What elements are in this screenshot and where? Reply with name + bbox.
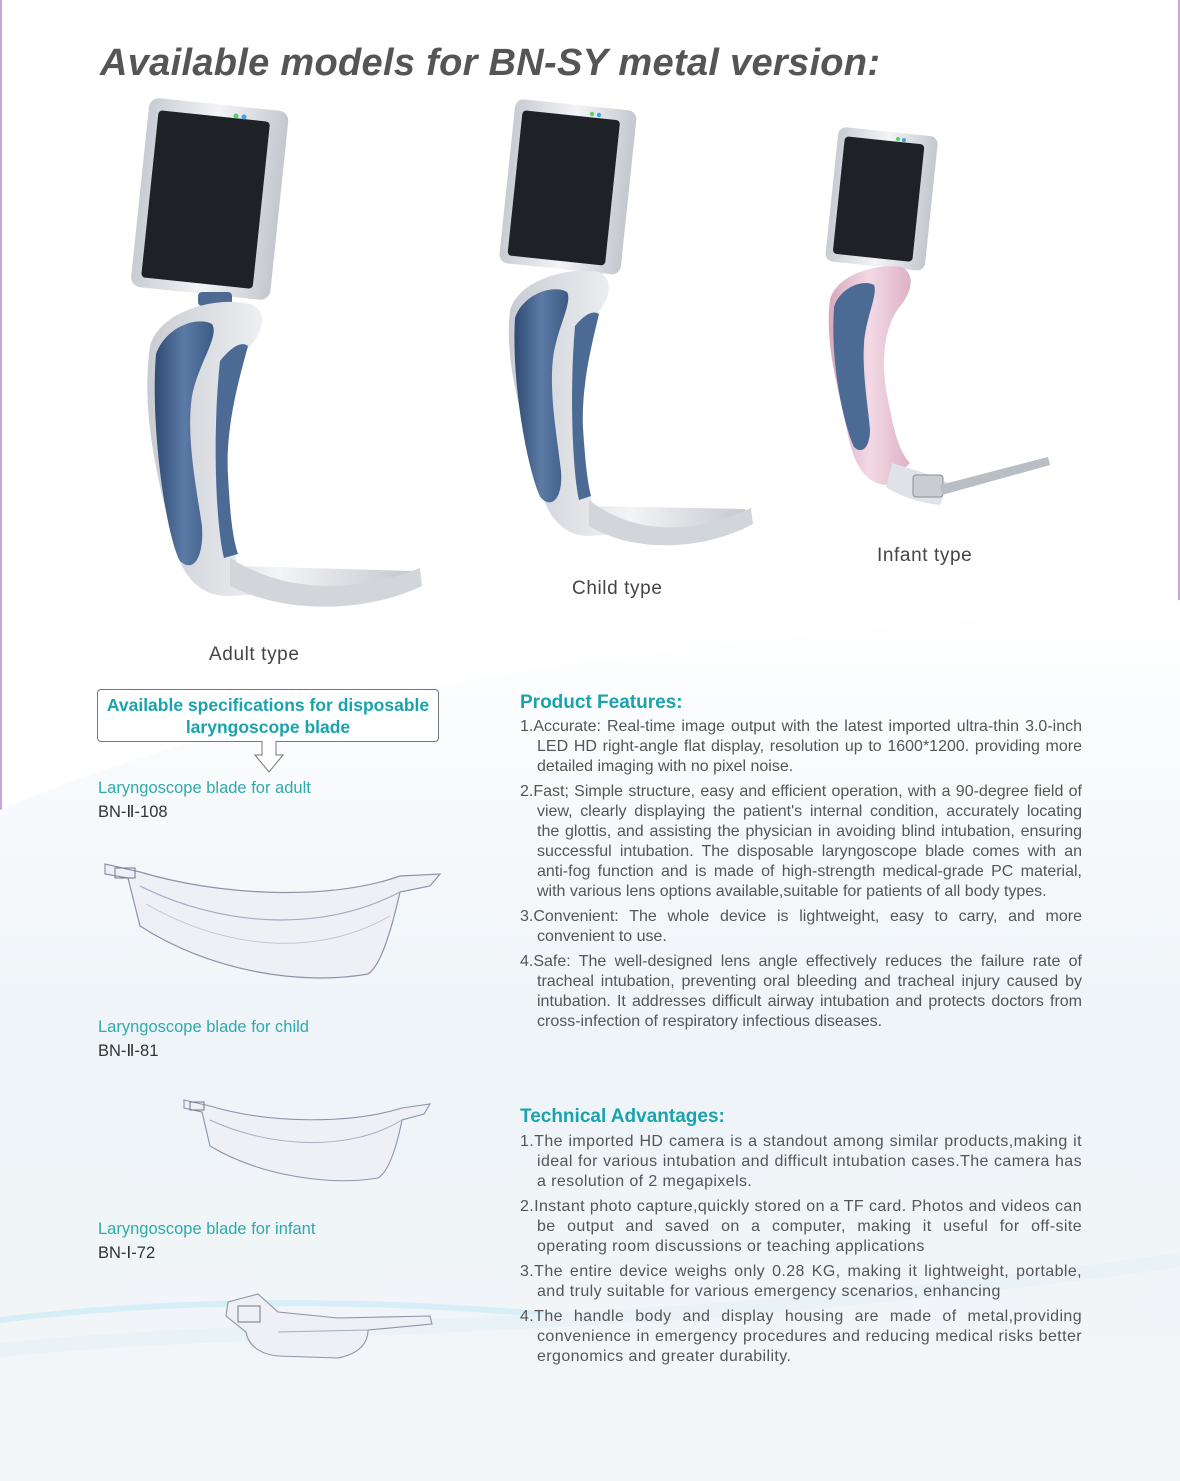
infant-blade-model: BN-Ⅰ-72 [98,1244,156,1262]
advantage-item: 2.Instant photo capture,quickly stored on a TF card. Photos and videos can be output and saved on a computer, making it useful for off-site operating room discussions or teaching applications [520,1198,1082,1255]
infant-blade-image [218,1288,436,1368]
infant-type-caption: Infant type [877,545,973,566]
adult-blade-model: BN-Ⅱ-108 [98,803,168,821]
blade-spec-heading-box [97,689,439,742]
feature-item: 4.Safe: The well-designed lens angle effectively reduces the failure rate of tracheal intubation, preventing oral bleeding and tracheal injury caused by intubation. It addresses difficult airway intubation and protects doctors from cross-infection of respiratory infectious diseases. [520,953,1082,1030]
adult-type-caption: Adult type [209,644,300,665]
adult-blade-label: Laryngoscope blade for adult [98,779,311,797]
advantage-item: 1.The imported HD camera is a standout among similar products,making it ideal for various intubation and difficult intubation cases.The camera has a resolution of 2 megapixels. [520,1133,1082,1190]
technical-advantages-heading: Technical Advantages: [520,1106,725,1127]
child-laryngoscope-image [495,96,765,561]
advantage-item: 4.The handle body and display housing are made of metal,providing convenience in emergency procedures and reducing medical risks better ergonomics and greater durability. [520,1308,1082,1365]
technical-advantages-list [520,1132,1082,1372]
adult-blade-image [100,856,445,986]
child-blade-model: BN-Ⅱ-81 [98,1042,159,1060]
blade-spec-heading-line2: laryngoscope blade [185,717,351,737]
infant-blade-label: Laryngoscope blade for infant [98,1220,316,1238]
feature-item: 3.Convenient: The whole device is lightweight, easy to carry, and more convenient to use. [520,908,1082,945]
product-features-list [520,717,1082,1037]
adult-laryngoscope-image [120,96,440,631]
infant-laryngoscope-image [818,125,1058,520]
feature-item: 1.Accurate: Real-time image output with the latest imported ultra-thin 3.0-inch LED HD right-angle flat display, resolution up to 1600*1200. providing more detailed imaging with no pixel noise. [520,718,1082,775]
blade-spec-heading-line1: Available specifications for disposable [106,695,430,715]
child-type-caption: Child type [572,578,663,599]
child-blade-label: Laryngoscope blade for child [98,1018,309,1036]
child-blade-image [180,1094,435,1188]
page-title: Available models for BN-SY metal version: [100,42,881,84]
advantage-item: 3.The entire device weighs only 0.28 KG, making it lightweight, portable, and truly suitable for various emergency scenarios, enhancing [520,1263,1082,1300]
feature-item: 2.Fast; Simple structure, easy and efficient operation, with a 90-degree field of view, clearly displaying the patient's internal condition, accurately locating the glottis, and assisting the physician in avoiding blind intubation, ensuring successful intubation. The disposable laryngoscope blade comes with an anti-fog function and is made of high-strength medical-grade PC material, with various lens options available,suitable for patients of all body types. [520,783,1082,900]
down-arrow-icon [254,741,284,773]
product-features-heading: Product Features: [520,692,683,713]
